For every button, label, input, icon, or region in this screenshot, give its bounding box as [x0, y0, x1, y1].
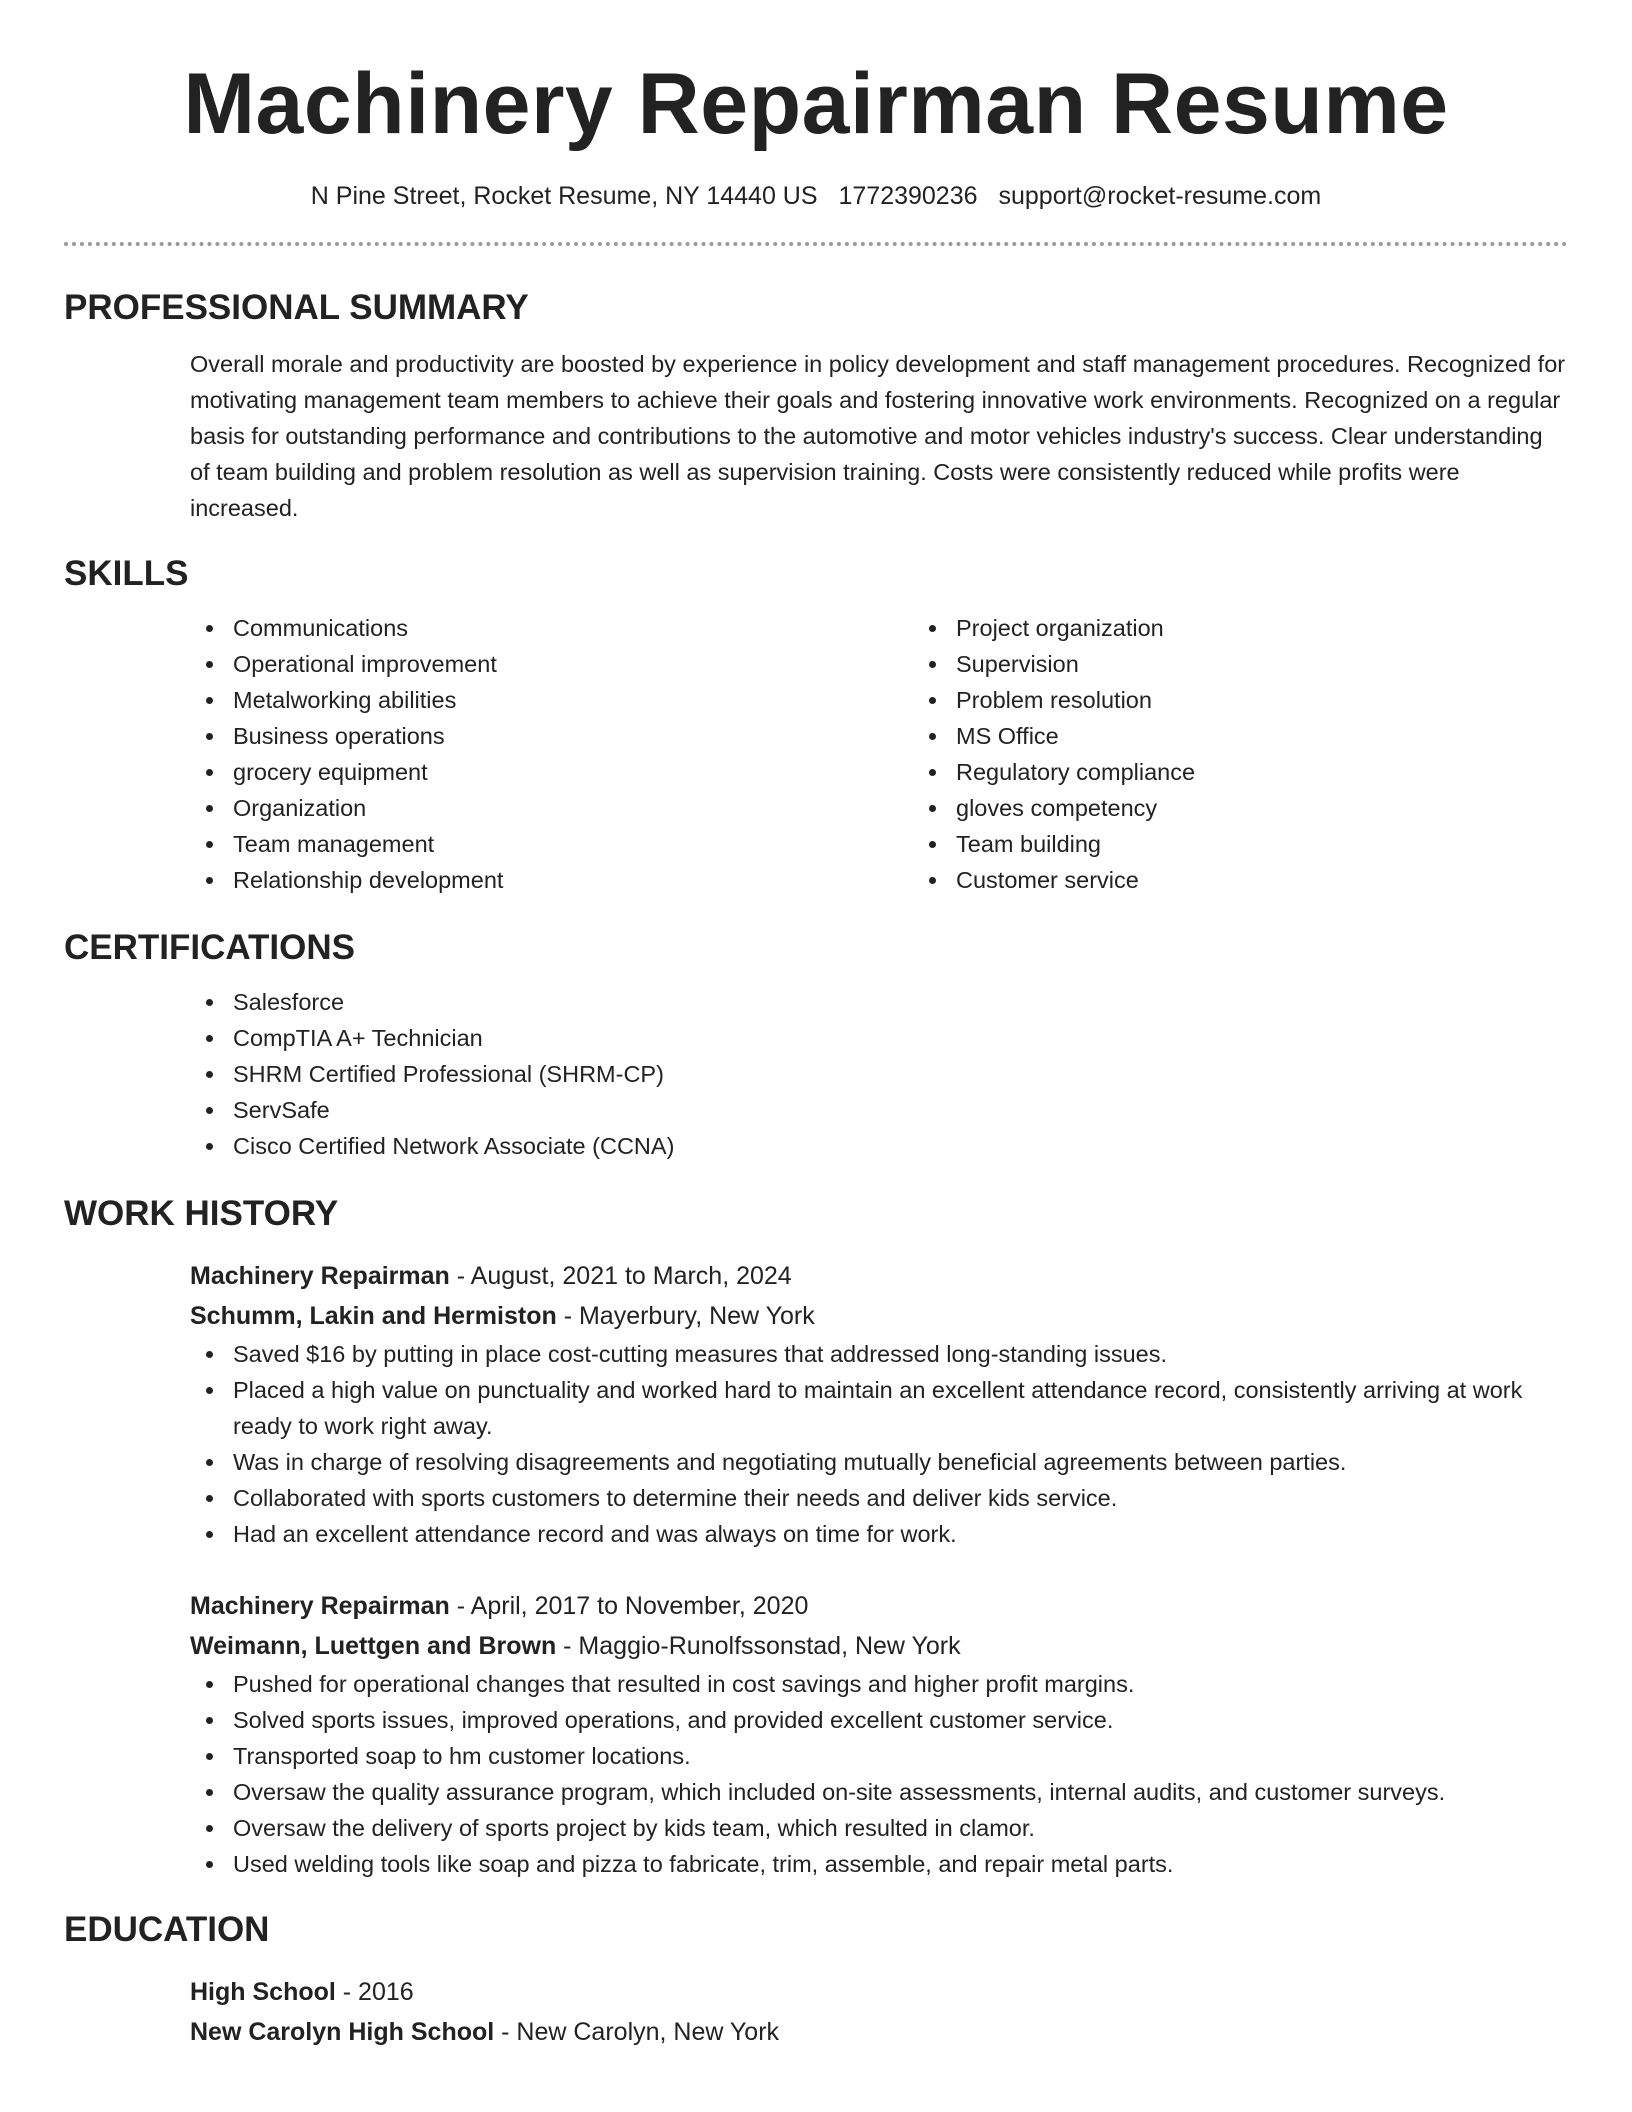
- job-company-line: [190, 1296, 1568, 1336]
- skills-list: [190, 610, 1568, 898]
- job-bullet: Solved sports issues, improved operations, and provided excellent customer service.: [233, 1702, 1568, 1738]
- job-role: Machinery Repairman: [190, 1592, 450, 1620]
- job-entry: [190, 1256, 1568, 1552]
- header-divider: [64, 242, 1568, 246]
- skill-item: Team building: [956, 826, 1568, 862]
- skill-item: Regulatory compliance: [956, 754, 1568, 790]
- skill-item: gloves competency: [956, 790, 1568, 826]
- section-title-certifications: CERTIFICATIONS: [64, 928, 356, 967]
- job-role: Machinery Repairman: [190, 1262, 450, 1290]
- job-bullet: Oversaw the quality assurance program, which included on-site assessments, internal audits, and customer surveys.: [233, 1774, 1568, 1810]
- job-bullet: Was in charge of resolving disagreements and negotiating mutually beneficial agreements between parties.: [233, 1444, 1568, 1480]
- job-dates: - August, 2021 to March, 2024: [449, 1262, 792, 1290]
- section-title-summary: PROFESSIONAL SUMMARY: [64, 288, 529, 327]
- certification-item: Salesforce: [233, 984, 1568, 1020]
- skill-item: Relationship development: [233, 862, 913, 898]
- job-location: - Mayerbury, New York: [556, 1302, 815, 1330]
- certifications-list: [190, 984, 1568, 1164]
- job-location: - Maggio-Runolfssonstad, New York: [556, 1632, 961, 1660]
- summary-text: Overall morale and productivity are boosted by experience in policy development and staff management procedures. Recognized for motivating management team members to achieve their goals and fostering innovative work environments. Recognized on a regular basis for outstanding performance and contributions to the automotive and motor vehicles industry's success. Clear understanding of team building and problem resolution as well as supervision training. Costs were consistently reduced while profits were increased.: [190, 351, 1566, 521]
- skill-item: Operational improvement: [233, 646, 913, 682]
- education-degree: High School: [190, 1978, 336, 2006]
- skill-item: grocery equipment: [233, 754, 913, 790]
- skill-item: Problem resolution: [956, 682, 1568, 718]
- contact-line: [64, 180, 1568, 212]
- certification-item: ServSafe: [233, 1092, 1568, 1128]
- section-title-skills: SKILLS: [64, 554, 189, 593]
- certification-item: Cisco Certified Network Associate (CCNA): [233, 1128, 1568, 1164]
- job-title-line: [190, 1256, 1568, 1296]
- skill-item: Communications: [233, 610, 913, 646]
- education-school: New Carolyn High School: [190, 2018, 495, 2046]
- contact-phone: 1772390236: [838, 182, 978, 210]
- section-title-education: EDUCATION: [64, 1910, 270, 1949]
- skill-item: Customer service: [956, 862, 1568, 898]
- education-year: - 2016: [335, 1978, 414, 2006]
- skills-column-right: [913, 610, 1568, 898]
- section-title-work-history: WORK HISTORY: [64, 1194, 339, 1233]
- job-bullet: Placed a high value on punctuality and worked hard to maintain an excellent attendance record, consistently arriving at work ready to work right away.: [233, 1372, 1568, 1444]
- skills-column-left: [190, 610, 913, 898]
- contact-address: N Pine Street, Rocket Resume, NY 14440 US: [310, 182, 818, 210]
- skill-item: Business operations: [233, 718, 913, 754]
- job-bullet: Transported soap to hm customer locations.: [233, 1738, 1568, 1774]
- job-dates: - April, 2017 to November, 2020: [449, 1592, 809, 1620]
- education-location: - New Carolyn, New York: [494, 2018, 780, 2046]
- job-bullet: Saved $16 by putting in place cost-cutting measures that addressed long-standing issues.: [233, 1336, 1568, 1372]
- skill-item: MS Office: [956, 718, 1568, 754]
- job-company: Weimann, Luettgen and Brown: [190, 1632, 557, 1660]
- job-entry: [190, 1586, 1568, 1882]
- job-bullet: Had an excellent attendance record and was always on time for work.: [233, 1516, 1568, 1552]
- job-company: Schumm, Lakin and Hermiston: [190, 1302, 557, 1330]
- certification-item: CompTIA A+ Technician: [233, 1020, 1568, 1056]
- resume-title: Machinery Repairman Resume: [183, 56, 1449, 152]
- job-bullet: Pushed for operational changes that resulted in cost savings and higher profit margins.: [233, 1666, 1568, 1702]
- education-degree-line: [190, 1972, 1568, 2012]
- skill-item: Team management: [233, 826, 913, 862]
- job-company-line: [190, 1626, 1568, 1666]
- contact-email: support@rocket-resume.com: [998, 182, 1322, 210]
- skill-item: Metalworking abilities: [233, 682, 913, 718]
- education-school-line: [190, 2012, 1568, 2052]
- education-entry: [190, 1972, 1568, 2052]
- job-bullet: Collaborated with sports customers to determine their needs and deliver kids service.: [233, 1480, 1568, 1516]
- job-title-line: [190, 1586, 1568, 1626]
- certification-item: SHRM Certified Professional (SHRM-CP): [233, 1056, 1568, 1092]
- skill-item: Organization: [233, 790, 913, 826]
- skill-item: Supervision: [956, 646, 1568, 682]
- job-bullet: Used welding tools like soap and pizza to fabricate, trim, assemble, and repair metal parts.: [233, 1846, 1568, 1882]
- job-bullets: [190, 1336, 1568, 1552]
- skill-item: Project organization: [956, 610, 1568, 646]
- job-bullets: [190, 1666, 1568, 1882]
- job-bullet: Oversaw the delivery of sports project by kids team, which resulted in clamor.: [233, 1810, 1568, 1846]
